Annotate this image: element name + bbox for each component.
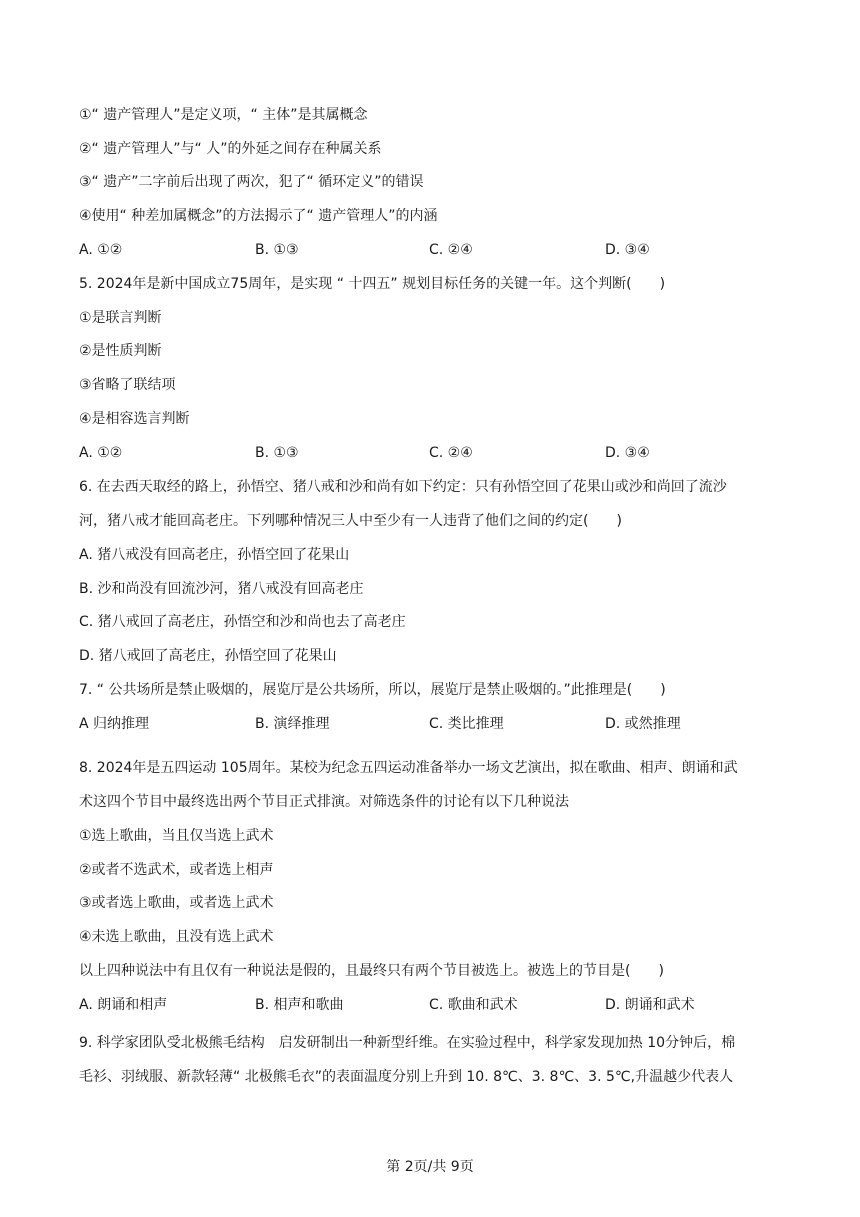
page-footer: 第 2页/共 9页 xyxy=(386,1159,474,1175)
q7-option-d: D. 或然推理 xyxy=(605,716,681,732)
q5-option-d: D. ③④ xyxy=(605,445,650,461)
q5-statement-1: ①是联言判断 xyxy=(79,310,162,326)
q6-stem-line-1: 6. 在去西天取经的路上，孙悟空、猪八戒和沙和尚有如下约定：只有孙悟空回了花果山或沙和尚回了流沙 xyxy=(79,479,727,495)
q5-statement-2: ②是性质判断 xyxy=(79,343,162,359)
q7-option-c: C. 类比推理 xyxy=(429,716,504,732)
q5-options xyxy=(79,443,799,463)
q8-option-a: A. 朗诵和相声 xyxy=(79,997,168,1013)
q7-option-b: B. 演绎推理 xyxy=(255,716,330,732)
q4-option-a: A. ①② xyxy=(79,242,123,258)
q4-option-d: D. ③④ xyxy=(605,242,650,258)
q4-statement-4: ④使用“ 种差加属概念”的方法揭示了“ 遗产管理人”的内涵 xyxy=(79,208,438,224)
q4-option-c: C. ②④ xyxy=(429,242,473,258)
q5-stem: 5. 2024年是新中国成立75周年，是实现 “ 十四五” 规划目标任务的关键一年。这个判断( ) xyxy=(79,276,666,292)
q8-statement-2: ②或者不选武术，或者选上相声 xyxy=(79,862,274,878)
q4-statement-3: ③“ 遗产”二字前后出现了两次，犯了“ 循环定义”的错误 xyxy=(79,174,424,190)
q9-stem-line-2: 毛衫、羽绒服、新款轻薄“ 北极熊毛衣”的表面温度分别上升到 10. 8℃、3. 8℃、3. 5℃,升温越少代表人 xyxy=(79,1069,734,1085)
q8-statement-1: ①选上歌曲，当且仅当选上武术 xyxy=(79,828,274,844)
q9-stem-line-1: 9. 科学家团队受北极熊毛结构 启发研制出一种新型纤维。在实验过程中，科学家发现加热 10分钟后，棉 xyxy=(79,1035,736,1051)
q5-statement-3: ③省略了联结项 xyxy=(79,377,176,393)
q5-statement-4: ④是相容选言判断 xyxy=(79,411,190,427)
q8-option-c: C. 歌曲和武术 xyxy=(429,997,518,1013)
q7-stem: 7. “ 公共场所是禁止吸烟的，展览厅是公共场所，所以，展览厅是禁止吸烟的。”此推理是( ) xyxy=(79,682,666,698)
q8-question: 以上四种说法中有且仅有一种说法是假的，且最终只有两个节目被选上。被选上的节目是( ) xyxy=(79,963,664,979)
q4-options xyxy=(79,240,799,260)
q6-option-b: B. 沙和尚没有回流沙河，猪八戒没有回高老庄 xyxy=(79,581,364,597)
q8-option-d: D. 朗诵和武术 xyxy=(605,997,695,1013)
q4-statement-1: ①“ 遗产管理人”是定义项，“ 主体”是其属概念 xyxy=(79,107,368,123)
q8-statement-3: ③或者选上歌曲，或者选上武术 xyxy=(79,895,274,911)
q4-statement-2: ②“ 遗产管理人”与“ 人”的外延之间存在种属关系 xyxy=(79,141,382,157)
q6-option-a: A. 猪八戒没有回高老庄，孙悟空回了花果山 xyxy=(79,547,350,563)
q7-options xyxy=(79,714,799,734)
q7-option-a: A 归纳推理 xyxy=(79,716,150,732)
q6-option-c: C. 猪八戒回了高老庄，孙悟空和沙和尚也去了高老庄 xyxy=(79,614,406,630)
q8-statement-4: ④未选上歌曲，且没有选上武术 xyxy=(79,929,274,945)
q8-stem-line-1: 8. 2024年是五四运动 105周年。某校为纪念五四运动准备举办一场文艺演出，拟在歌曲、相声、朗诵和武 xyxy=(79,760,738,776)
q5-option-b: B. ①③ xyxy=(255,445,299,461)
q4-option-b: B. ①③ xyxy=(255,242,299,258)
q8-stem-line-2: 术这四个节目中最终选出两个节目正式排演。对筛选条件的讨论有以下几种说法 xyxy=(79,794,569,810)
q6-option-d: D. 猪八戒回了高老庄，孙悟空回了花果山 xyxy=(79,648,337,664)
q8-option-b: B. 相声和歌曲 xyxy=(255,997,344,1013)
q6-stem-line-2: 河，猪八戒才能回高老庄。下列哪种情况三人中至少有一人违背了他们之间的约定( ) xyxy=(79,513,622,529)
q5-option-c: C. ②④ xyxy=(429,445,473,461)
q5-option-a: A. ①② xyxy=(79,445,123,461)
q8-options xyxy=(79,995,799,1015)
